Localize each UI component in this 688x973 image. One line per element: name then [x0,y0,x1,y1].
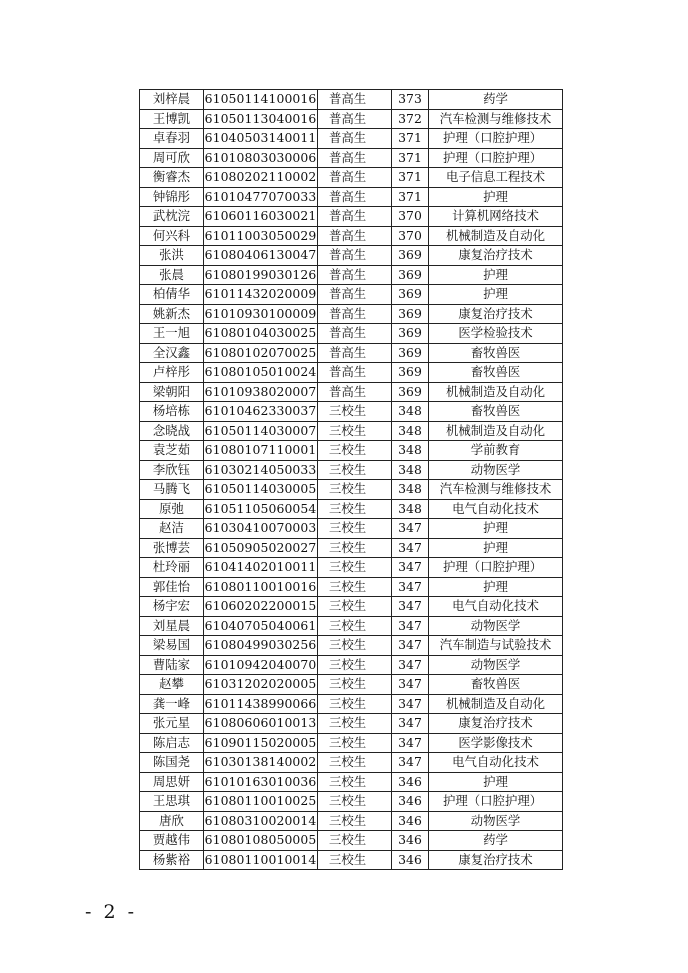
student-name-cell: 衡睿杰 [140,168,204,188]
student-type-cell: 三校生 [318,772,392,792]
table-row [140,246,563,266]
table-row [140,558,563,578]
exam-id-cell: 61050114030005 [204,480,318,500]
score-cell: 369 [392,343,429,363]
student-type-cell: 普高生 [318,382,392,402]
major-cell: 护理（口腔护理） [429,148,563,168]
table-row [140,90,563,110]
score-cell: 371 [392,129,429,149]
table-row [140,792,563,812]
major-cell: 康复治疗技术 [429,304,563,324]
student-type-cell: 三校生 [318,831,392,851]
table-row [140,402,563,422]
table-row [140,285,563,305]
student-type-cell: 普高生 [318,343,392,363]
student-type-cell: 三校生 [318,792,392,812]
student-name-cell: 刘梓晨 [140,90,204,110]
student-type-cell: 普高生 [318,207,392,227]
score-cell: 346 [392,792,429,812]
exam-id-cell: 61080202110002 [204,168,318,188]
score-cell: 348 [392,402,429,422]
student-type-cell: 三校生 [318,733,392,753]
table-row [140,616,563,636]
student-name-cell: 曹陆家 [140,655,204,675]
student-name-cell: 陈启志 [140,733,204,753]
student-name-cell: 卓春羽 [140,129,204,149]
student-type-cell: 三校生 [318,655,392,675]
major-cell: 动物医学 [429,811,563,831]
score-cell: 371 [392,168,429,188]
table-row [140,148,563,168]
exam-id-cell: 61080499030256 [204,636,318,656]
table-row [140,304,563,324]
score-cell: 369 [392,363,429,383]
table-row [140,597,563,617]
score-cell: 369 [392,246,429,266]
student-name-cell: 何兴科 [140,226,204,246]
student-name-cell: 王思琪 [140,792,204,812]
exam-id-cell: 61040705040061 [204,616,318,636]
student-name-cell: 赵攀 [140,675,204,695]
major-cell: 畜牧兽医 [429,675,563,695]
exam-id-cell: 61031202020005 [204,675,318,695]
major-cell: 护理（口腔护理） [429,129,563,149]
student-type-cell: 三校生 [318,694,392,714]
student-type-cell: 普高生 [318,285,392,305]
major-cell: 护理 [429,772,563,792]
major-cell: 药学 [429,90,563,110]
table-row [140,265,563,285]
student-type-cell: 三校生 [318,421,392,441]
student-name-cell: 柏倩华 [140,285,204,305]
major-cell: 护理（口腔护理） [429,558,563,578]
exam-id-cell: 61080310020014 [204,811,318,831]
score-cell: 346 [392,850,429,870]
table-row [140,363,563,383]
score-cell: 369 [392,382,429,402]
student-name-cell: 周思妍 [140,772,204,792]
student-name-cell: 龚一峰 [140,694,204,714]
table-row [140,519,563,539]
table-row [140,109,563,129]
score-cell: 371 [392,187,429,207]
score-cell: 347 [392,558,429,578]
major-cell: 汽车检测与维修技术 [429,480,563,500]
score-cell: 347 [392,597,429,617]
student-type-cell: 普高生 [318,363,392,383]
student-type-cell: 普高生 [318,226,392,246]
student-type-cell: 普高生 [318,246,392,266]
table-row [140,129,563,149]
student-name-cell: 刘星晨 [140,616,204,636]
major-cell: 动物医学 [429,655,563,675]
major-cell: 医学影像技术 [429,733,563,753]
score-cell: 370 [392,207,429,227]
exam-id-cell: 61010930100009 [204,304,318,324]
exam-id-cell: 61060202200015 [204,597,318,617]
exam-id-cell: 61090115020005 [204,733,318,753]
exam-id-cell: 61030214050033 [204,460,318,480]
score-cell: 371 [392,148,429,168]
table-row [140,382,563,402]
exam-id-cell: 61080199030126 [204,265,318,285]
score-cell: 346 [392,831,429,851]
score-cell: 347 [392,577,429,597]
student-name-cell: 梁易国 [140,636,204,656]
exam-id-cell: 61010477070033 [204,187,318,207]
student-name-cell: 全汉鑫 [140,343,204,363]
table-row [140,538,563,558]
major-cell: 电气自动化技术 [429,753,563,773]
student-type-cell: 三校生 [318,480,392,500]
table-row [140,207,563,227]
student-type-cell: 三校生 [318,441,392,461]
exam-id-cell: 61050114030007 [204,421,318,441]
student-name-cell: 原弛 [140,499,204,519]
exam-id-cell: 61010938020007 [204,382,318,402]
table-row [140,753,563,773]
student-type-cell: 三校生 [318,616,392,636]
major-cell: 护理（口腔护理） [429,792,563,812]
student-name-cell: 袁芝茹 [140,441,204,461]
table-row [140,187,563,207]
exam-id-cell: 61010942040070 [204,655,318,675]
exam-id-cell: 61040503140011 [204,129,318,149]
student-name-cell: 卢梓彤 [140,363,204,383]
score-cell: 347 [392,694,429,714]
exam-id-cell: 61080110010014 [204,850,318,870]
exam-id-cell: 61051105060054 [204,499,318,519]
score-cell: 348 [392,499,429,519]
exam-id-cell: 61041402010011 [204,558,318,578]
student-name-cell: 念晓战 [140,421,204,441]
table-row [140,460,563,480]
table-row [140,675,563,695]
student-type-cell: 三校生 [318,538,392,558]
student-type-cell: 三校生 [318,811,392,831]
exam-id-cell: 61030138140002 [204,753,318,773]
table-row [140,694,563,714]
student-name-cell: 李欣钰 [140,460,204,480]
major-cell: 机械制造及自动化 [429,382,563,402]
student-name-cell: 武枕浣 [140,207,204,227]
student-type-cell: 普高生 [318,129,392,149]
score-cell: 369 [392,265,429,285]
major-cell: 康复治疗技术 [429,714,563,734]
major-cell: 电气自动化技术 [429,597,563,617]
major-cell: 机械制造及自动化 [429,421,563,441]
student-type-cell: 普高生 [318,304,392,324]
score-cell: 372 [392,109,429,129]
student-name-cell: 陈国尧 [140,753,204,773]
table-row [140,714,563,734]
exam-id-cell: 61010803030006 [204,148,318,168]
major-cell: 计算机网络技术 [429,207,563,227]
exam-id-cell: 61080102070025 [204,343,318,363]
student-type-cell: 三校生 [318,499,392,519]
exam-id-cell: 61080110010025 [204,792,318,812]
major-cell: 电子信息工程技术 [429,168,563,188]
student-name-cell: 张元星 [140,714,204,734]
student-name-cell: 杨紫裕 [140,850,204,870]
student-type-cell: 三校生 [318,460,392,480]
exam-id-cell: 61011438990066 [204,694,318,714]
table-row [140,655,563,675]
exam-id-cell: 61080110010016 [204,577,318,597]
major-cell: 护理 [429,519,563,539]
table-row [140,324,563,344]
table-row [140,636,563,656]
score-cell: 347 [392,538,429,558]
score-cell: 369 [392,304,429,324]
student-name-cell: 王一旭 [140,324,204,344]
student-type-cell: 普高生 [318,109,392,129]
score-cell: 347 [392,753,429,773]
student-name-cell: 钟锦彤 [140,187,204,207]
exam-id-cell: 61060116030021 [204,207,318,227]
major-cell: 汽车检测与维修技术 [429,109,563,129]
student-type-cell: 三校生 [318,636,392,656]
admission-roster-table [139,89,563,870]
major-cell: 康复治疗技术 [429,246,563,266]
student-name-cell: 王博凯 [140,109,204,129]
major-cell: 医学检验技术 [429,324,563,344]
student-type-cell: 普高生 [318,148,392,168]
score-cell: 347 [392,519,429,539]
student-type-cell: 三校生 [318,558,392,578]
table-row [140,343,563,363]
student-type-cell: 普高生 [318,265,392,285]
major-cell: 电气自动化技术 [429,499,563,519]
exam-id-cell: 61030410070003 [204,519,318,539]
score-cell: 348 [392,421,429,441]
score-cell: 347 [392,733,429,753]
table-row [140,499,563,519]
exam-id-cell: 61011432020009 [204,285,318,305]
table-row [140,480,563,500]
exam-id-cell: 61080606010013 [204,714,318,734]
student-type-cell: 普高生 [318,324,392,344]
student-name-cell: 杜玲丽 [140,558,204,578]
student-type-cell: 三校生 [318,850,392,870]
exam-id-cell: 61010462330037 [204,402,318,422]
table-row [140,577,563,597]
score-cell: 370 [392,226,429,246]
student-type-cell: 三校生 [318,714,392,734]
score-cell: 348 [392,480,429,500]
major-cell: 机械制造及自动化 [429,694,563,714]
score-cell: 347 [392,636,429,656]
student-type-cell: 三校生 [318,402,392,422]
table-row [140,421,563,441]
student-name-cell: 张博芸 [140,538,204,558]
exam-id-cell: 61080105010024 [204,363,318,383]
student-name-cell: 张洪 [140,246,204,266]
student-name-cell: 梁朝阳 [140,382,204,402]
major-cell: 护理 [429,285,563,305]
score-cell: 348 [392,460,429,480]
student-name-cell: 张晨 [140,265,204,285]
student-name-cell: 唐欣 [140,811,204,831]
major-cell: 护理 [429,538,563,558]
major-cell: 动物医学 [429,460,563,480]
score-cell: 373 [392,90,429,110]
student-name-cell: 郭佳怡 [140,577,204,597]
major-cell: 畜牧兽医 [429,402,563,422]
score-cell: 347 [392,616,429,636]
score-cell: 347 [392,675,429,695]
major-cell: 机械制造及自动化 [429,226,563,246]
student-type-cell: 三校生 [318,597,392,617]
exam-id-cell: 61010163010036 [204,772,318,792]
table-row [140,850,563,870]
score-cell: 346 [392,772,429,792]
exam-id-cell: 61080107110001 [204,441,318,461]
student-name-cell: 杨培栋 [140,402,204,422]
student-type-cell: 普高生 [318,168,392,188]
table-row [140,168,563,188]
score-cell: 369 [392,285,429,305]
table-row [140,811,563,831]
table-row [140,441,563,461]
major-cell: 康复治疗技术 [429,850,563,870]
student-type-cell: 三校生 [318,519,392,539]
student-name-cell: 贾越伟 [140,831,204,851]
major-cell: 护理 [429,265,563,285]
student-name-cell: 周可欣 [140,148,204,168]
student-type-cell: 三校生 [318,675,392,695]
student-type-cell: 普高生 [318,187,392,207]
student-type-cell: 普高生 [318,90,392,110]
student-type-cell: 三校生 [318,753,392,773]
table-row [140,831,563,851]
table-row [140,226,563,246]
exam-id-cell: 61050905020027 [204,538,318,558]
score-cell: 348 [392,441,429,461]
score-cell: 369 [392,324,429,344]
exam-id-cell: 61050113040016 [204,109,318,129]
student-name-cell: 赵洁 [140,519,204,539]
student-name-cell: 杨宇宏 [140,597,204,617]
major-cell: 药学 [429,831,563,851]
exam-id-cell: 61080108050005 [204,831,318,851]
exam-id-cell: 61080104030025 [204,324,318,344]
exam-id-cell: 61011003050029 [204,226,318,246]
roster-body [140,90,563,870]
page-number: - 2 - [85,901,138,923]
student-name-cell: 姚新杰 [140,304,204,324]
table-row [140,733,563,753]
major-cell: 学前教育 [429,441,563,461]
score-cell: 347 [392,714,429,734]
score-cell: 347 [392,655,429,675]
major-cell: 护理 [429,577,563,597]
major-cell: 汽车制造与试验技术 [429,636,563,656]
score-cell: 346 [392,811,429,831]
major-cell: 畜牧兽医 [429,343,563,363]
major-cell: 动物医学 [429,616,563,636]
major-cell: 护理 [429,187,563,207]
student-name-cell: 马腾飞 [140,480,204,500]
student-type-cell: 三校生 [318,577,392,597]
exam-id-cell: 61080406130047 [204,246,318,266]
exam-id-cell: 61050114100016 [204,90,318,110]
table-row [140,772,563,792]
major-cell: 畜牧兽医 [429,363,563,383]
